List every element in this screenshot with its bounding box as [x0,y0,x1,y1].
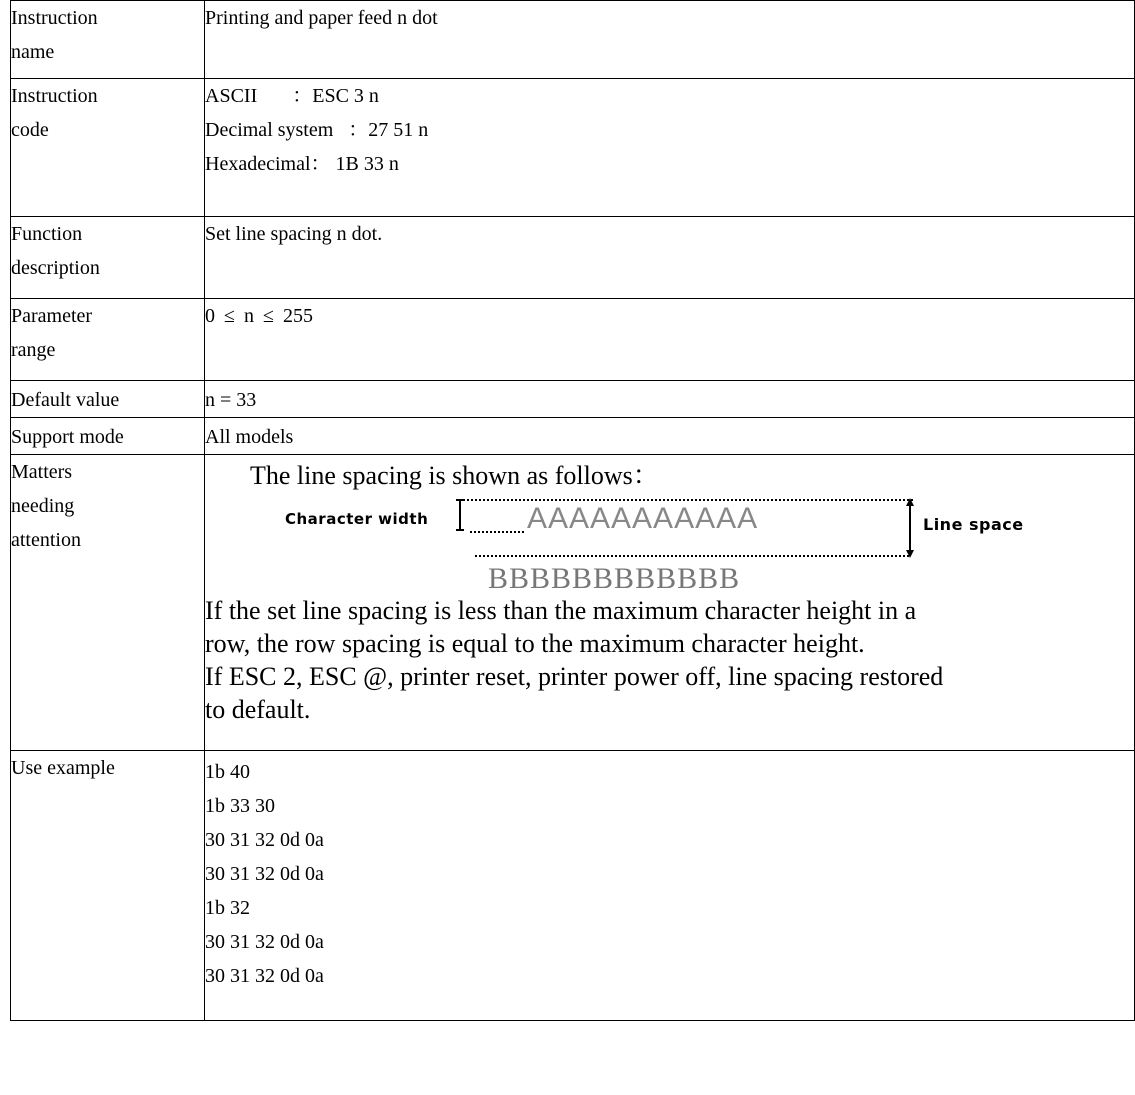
function-description-text: Set line spacing n dot. [205,223,383,245]
row-instruction-code [11,79,1135,217]
label-default-value [11,381,205,418]
character-width-label: Character width [285,510,429,528]
code-decimal: Decimal system ：27 51 n [205,119,429,141]
matters-para-line: If the set line spacing is less than the maximum character height in a [205,596,917,625]
row-instruction-name [11,1,1135,79]
default-value-text: n = 33 [205,389,257,411]
character-width-bracket [456,500,464,530]
line-spacing-intro: The line spacing is shown as follows： [250,461,659,490]
example-line: 30 31 32 0d 0a [205,863,324,885]
value-instruction-code [205,79,1135,217]
matters-para-line: row, the row spacing is equal to the maximum character height. [205,629,865,658]
example-line: 1b 32 [205,897,250,919]
label-line: Support mode [11,426,124,448]
instruction-spec-table [10,0,1135,1021]
row-parameter-range [11,299,1135,381]
sample-row-a: AAAAAAAAAAA [527,502,759,535]
line-space-label: Line space [923,515,1024,534]
value-use-example [205,751,1135,1021]
label-support-mode [11,418,205,455]
value-matters-needing-attention [205,455,1135,751]
label-line: Default value [11,389,120,411]
example-line: 30 31 32 0d 0a [205,829,324,851]
value-parameter-range [205,299,1135,381]
label-line: Instruction [11,85,98,107]
matters-para-line: If ESC 2, ESC @, printer reset, printer power off, line spacing restored [205,662,944,691]
row-matters-needing-attention [11,455,1135,751]
label-line: Function [11,223,83,245]
line-spacing-figure [205,492,1105,594]
label-line: Matters [11,461,73,483]
example-line: 30 31 32 0d 0a [205,965,324,987]
line-spacing-diagram [205,492,1134,594]
example-line: 30 31 32 0d 0a [205,931,324,953]
label-line: Instruction [11,7,98,29]
label-line: name [11,41,55,63]
label-function-description [11,217,205,299]
value-support-mode [205,418,1135,455]
matters-para-line: to default. [205,695,311,724]
label-instruction-name [11,1,205,79]
label-line: needing [11,495,75,517]
row-use-example [11,751,1135,1021]
label-use-example [11,751,205,1021]
row-function-description [11,217,1135,299]
label-line: code [11,119,49,141]
code-hex: Hexadecimal： 1B 33 n [205,153,399,175]
label-parameter-range [11,299,205,381]
label-line: range [11,339,56,361]
value-instruction-name [205,1,1135,79]
row-default-value [11,381,1135,418]
row-support-mode [11,418,1135,455]
parameter-range-text: 0 ≤ n ≤ 255 [205,305,313,327]
sample-row-b: BBBBBBBBBBBB [488,562,741,594]
matters-content [205,459,1134,726]
label-instruction-code [11,79,205,217]
label-line: description [11,257,100,279]
label-line: attention [11,529,81,551]
label-line: Parameter [11,305,93,327]
label-line: Use example [11,757,115,779]
support-mode-text: All models [205,426,294,448]
example-line: 1b 40 [205,761,250,783]
instruction-name-text: Printing and paper feed n dot [205,7,438,29]
value-default-value [205,381,1135,418]
example-line: 1b 33 30 [205,795,275,817]
label-matters-needing-attention [11,455,205,751]
line-space-bracket [906,498,914,558]
code-ascii: ASCII ：ESC 3 n [205,85,379,107]
value-function-description [205,217,1135,299]
